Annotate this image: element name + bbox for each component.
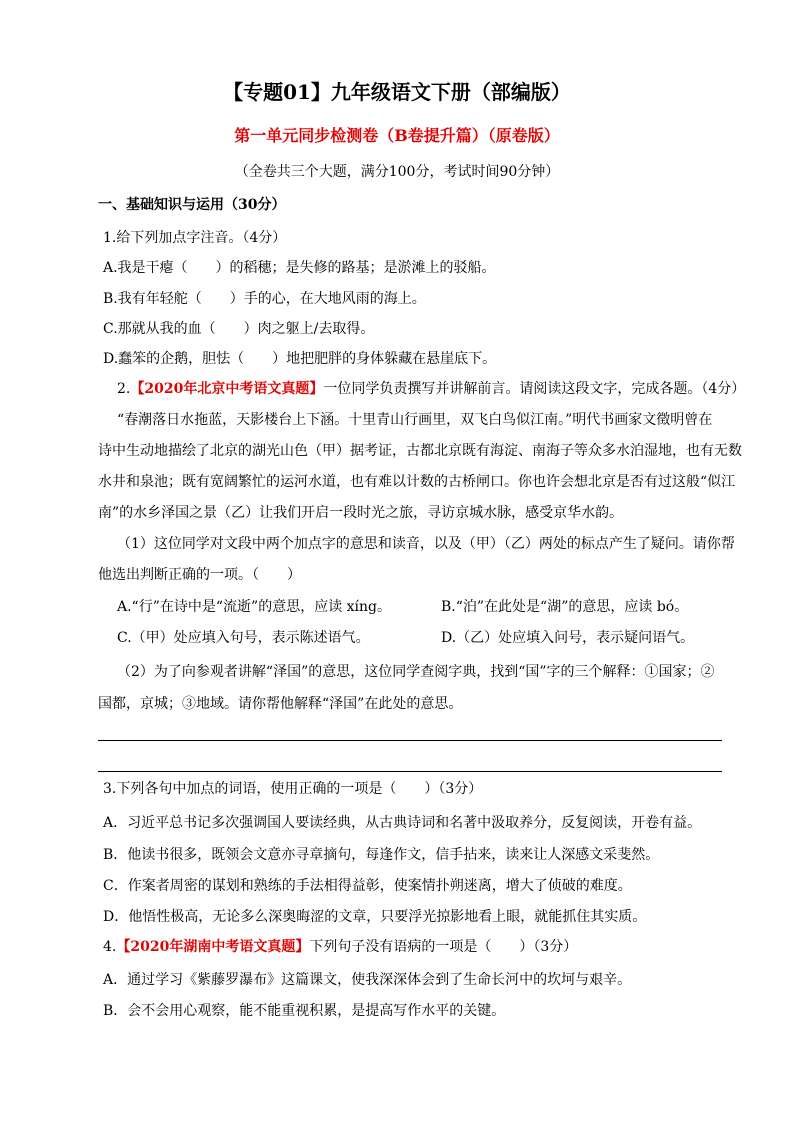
- passage-line-1: “春潮落日水拖蓝，天影楼台上下涵。十里青山行画里，双飞白鸟似江南。”明代书画家文徵明曾在: [117, 412, 713, 428]
- question-2-option-a: A.“行”在诗中是“流逝”的意思，应读 xíng。: [117, 599, 391, 615]
- question-3-option-b: B．他读书很多，既领会文意亦寻章摘句，每逢作文，信手拈来，读来让人深感文采斐然。: [103, 847, 660, 863]
- question-1-option-a: A.我是干瘪（ ）的稻穗；是失修的路基；是淤滩上的驳船。: [103, 260, 496, 276]
- question-2-sub2-line-1: （2）为了向参观者讲解“泽国”的意思，这位同学查阅字典，找到“国”字的三个解释：①国家；②: [117, 664, 715, 680]
- question-2-option-d: D.（乙）处应填入问号，表示疑问语气。: [441, 630, 695, 646]
- question-2-stem-text: 一位同学负责撰写并讲解前言。请阅读这段文字，完成各题。（4分）: [323, 381, 746, 397]
- question-4-number: 4.: [103, 939, 117, 955]
- question-4-source-tag: 【2020年湖南中考语文真题】: [116, 939, 310, 955]
- question-1-option-b: B.我有年轻舵（ ）手的心，在大地风雨的海上。: [103, 291, 426, 307]
- question-2-option-c: C.（甲）处应填入句号，表示陈述语气。: [117, 630, 370, 646]
- question-1-stem: 1.给下列加点字注音。（4分）: [103, 230, 287, 246]
- answer-line-2[interactable]: [98, 771, 722, 772]
- question-4-option-b: B．会不会用心观察，能不能重视积累，是提高写作水平的关键。: [103, 1003, 506, 1019]
- question-4-stem-text: 下列句子没有语病的一项是（ ）（3分）: [309, 939, 578, 955]
- passage-line-2: 诗中生动地描绘了北京的湖光山色（甲）据考证，古都北京既有海淀、南海子等众多水泊湿地，也有无数: [98, 443, 742, 459]
- question-4-option-a: A．通过学习《紫藤罗瀑布》这篇课文，使我深深体会到了生命长河中的坎坷与艰辛。: [103, 972, 632, 988]
- passage-line-4: 南”的水乡泽国之景（乙）让我们开启一段时光之旅，寻访京城水脉，感受京华水韵。: [98, 505, 624, 521]
- question-2-stem: [117, 379, 745, 399]
- question-3-option-d: D．他悟性极高，无论多么深奥晦涩的文章，只要浮光掠影地看上眼，就能抓住其实质。: [103, 909, 647, 925]
- question-4-stem: [103, 937, 577, 957]
- question-3-stem: 3.下列各句中加点的词语，使用正确的一项是（ ）（3分）: [103, 781, 483, 797]
- question-1-option-c: C.那就从我的血（ ）肉之躯上/去取得。: [103, 321, 375, 337]
- question-2-source-tag: 【2020年北京中考语文真题】: [130, 381, 324, 397]
- question-2-sub1-line-2: 他选出判断正确的一项。（ ）: [98, 567, 301, 583]
- question-2-option-b: B.“泊”在此处是“湖”的意思，应读 bó。: [441, 599, 689, 615]
- question-1-option-d: D.蠢笨的企鹅，胆怯（ ）地把肥胖的身体躲藏在悬崖底下。: [103, 351, 497, 367]
- question-3-option-a: A．习近平总书记多次强调国人要读经典，从古典诗词和名著中汲取养分，反复阅读，开卷有益。: [103, 815, 702, 831]
- question-2-sub1-line-1: （1）这位同学对文段中两个加点字的意思和读音，以及（甲）（乙）两处的标点产生了疑问。请你帮: [117, 536, 735, 552]
- section-heading-1: 一、基础知识与运用（30分）: [98, 197, 286, 213]
- passage-line-3: 水井和泉池；既有宽阔繁忙的运河水道，也有难以计数的古桥闸口。你也许会想北京是否有过这般“似江: [98, 474, 736, 490]
- question-3-option-c: C．作案者周密的谋划和熟练的手法相得益彰，使案情扑朔迷离，增大了侦破的难度。: [103, 878, 632, 894]
- question-2-sub2-line-2: 国都，京城；③地域。请你帮他解释“泽国”在此处的意思。: [98, 696, 463, 712]
- page-title: 【专题01】九年级语文下册（部编版）: [223, 80, 571, 104]
- page-subtitle: 第一单元同步检测卷（B卷提升篇）（原卷版）: [234, 126, 560, 145]
- question-2-number: 2.: [117, 381, 131, 397]
- answer-line-1[interactable]: [98, 740, 722, 741]
- exam-note: （全卷共三个大题，满分100分，考试时间90分钟）: [234, 164, 560, 180]
